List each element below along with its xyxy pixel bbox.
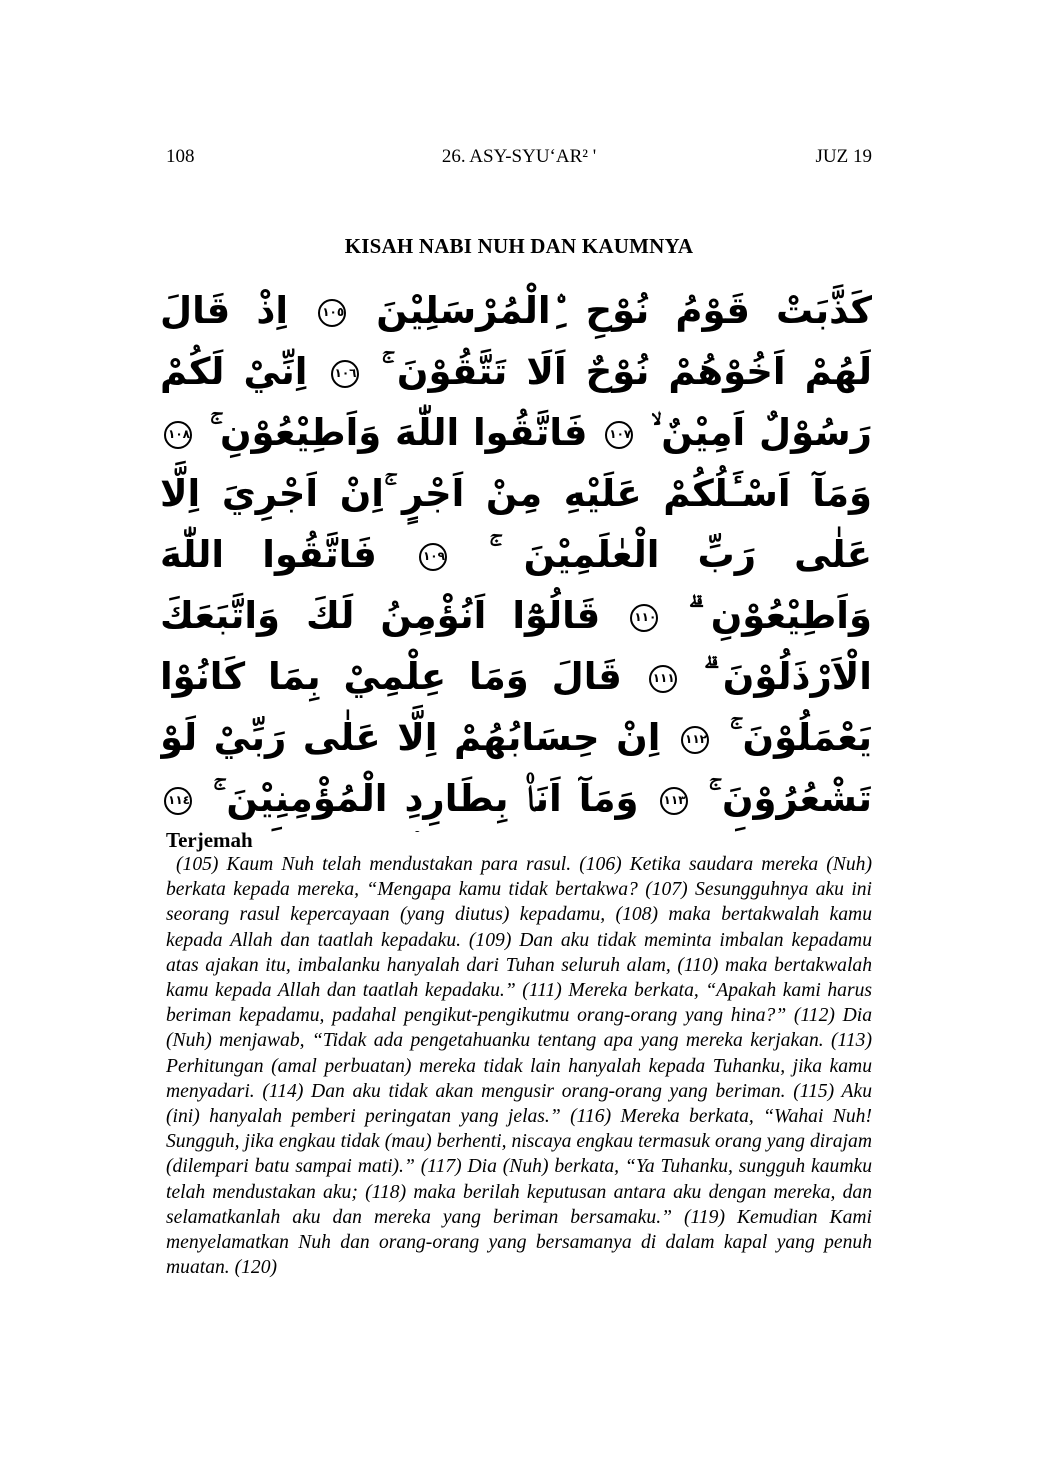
section-title: KISAH NABI NUH DAN KAUMNYA [344, 234, 694, 258]
page-header [166, 146, 872, 172]
arabic-verse: اِذْ قَالَ لَهُمْ اَخُوْهُمْ نُوْحٌ اَلَا تَتَّقُوْنَ ۚ [160, 289, 872, 393]
ayah-number-marker: ١٠٥ [318, 299, 346, 327]
ayah-number-marker: ١١٤ [164, 787, 192, 815]
arabic-verse: وَمَآ اَسْـَٔلُكُمْ عَلَيْهِ مِنْ اَجْرٍ ۚاِنْ اَجْرِيَ اِلَّا عَلٰى رَبِّ الْعٰلَمِيْنَ ۚ [160, 472, 872, 576]
ayah-number-marker: ١٠٧ [605, 421, 633, 449]
arabic-verse: اِنْ حِسَابُهُمْ اِلَّا عَلٰى رَبِّيْ لَوْ تَشْعُرُوْنَ ۚ [160, 716, 872, 820]
translation-heading: Terjemah [166, 828, 253, 852]
ayah-number-marker: ١١١ [649, 665, 677, 693]
ayah-number-marker: ١١٣ [660, 787, 688, 815]
arabic-verse: قَالُوْٓا اَنُؤْمِنُ لَكَ وَاتَّبَعَكَ الْاَرْذَلُوْنَ ۗ [160, 594, 872, 698]
arabic-verse: فَاتَّقُوا اللّٰهَ وَاَطِيْعُوْنِ ۚ [196, 411, 588, 454]
juz-label: JUZ 19 [815, 146, 872, 167]
arabic-verse: وَمَآ اَنَا۠ بِطَارِدِ الْمُؤْمِنِيْنَ ۚ [196, 777, 639, 820]
ayah-number-marker: ١٠٦ [331, 360, 359, 388]
arabic-verse: كَذَّبَتْ قَوْمُ نُوْحِ ِۨالْمُرْسَلِيْنَ [350, 289, 872, 332]
arabic-verse: فَاتَّقُوا اللّٰهَ وَاَطِيْعُوْنِ ۗ [160, 533, 872, 637]
translation-text: (105) Kaum Nuh telah mendustakan para rasul. (106) Ketika saudara mereka (Nuh) berkata kepada mereka, “Mengapa kamu tidak bertakwa? (107) Sesungguhnya aku ini seorang rasul kepercayaan (yang diutus) kepadamu, (108) maka bertakwalah kamu kepada Allah dan taatlah kepadaku. (109) Dan aku tidak meminta imbalan kepadamu atas ajakan itu, imbalanku hanyalah dari Tuhan seluruh alam, (110) maka bertakwalah kamu kepada Allah dan taatlah kepadaku.” (111) Mereka berkata, “Apakah kami harus beriman kepadamu, padahal pengikut-pengikutmu orang-orang yang hina?” (112) Dia (Nuh) menjawab, “Tidak ada pengetahuanku tentang apa yang mereka kerjakan. (113) Perhitungan (amal perbuatan) mereka tidak lain hanyalah kepada Tuhanku, jika kamu menyadari. (114) Dan aku tidak akan mengusir orang-orang yang beriman. (115) Aku (ini) hanyalah pemberi peringatan yang jelas.” (116) Mereka berkata, “Wahai Nuh! Sungguh, jika engkau tidak (mau) berhenti, niscaya engkau termasuk orang yang dirajam (dilempari batu sampai mati).” (117) Dia (Nuh) berkata, “Ya Tuhanku, sungguh kaumku telah mendustakan aku; (118) maka berilah keputusan antara aku dengan mereka, dan selamatkanlah aku dan mereka yang beriman bersamaku.” (119) Kemudian Kami menyelamatkan Nuh dan orang-orang yang bersamanya di dalam kapal yang penuh muatan. (120) [166, 854, 872, 1279]
ayah-number-marker: ١٠٩ [419, 543, 447, 571]
surah-title: 26. ASY-SYU‘AR² ' [441, 146, 597, 167]
page-number: 108 [166, 146, 195, 167]
ayah-number-marker: ١١٠ [630, 604, 658, 632]
arabic-text-block [160, 280, 872, 832]
ayah-number-marker: ١٠٨ [164, 421, 192, 449]
ayah-number-marker: ١١٢ [681, 726, 709, 754]
arabic-verse: اِنِّيْ لَكُمْ رَسُوْلٌ اَمِيْنٌ ۙ [160, 350, 872, 454]
arabic-verse: قَالَ وَمَا عِلْمِيْ بِمَا كَانُوْا يَعْمَلُوْنَ ۚ [160, 655, 872, 759]
